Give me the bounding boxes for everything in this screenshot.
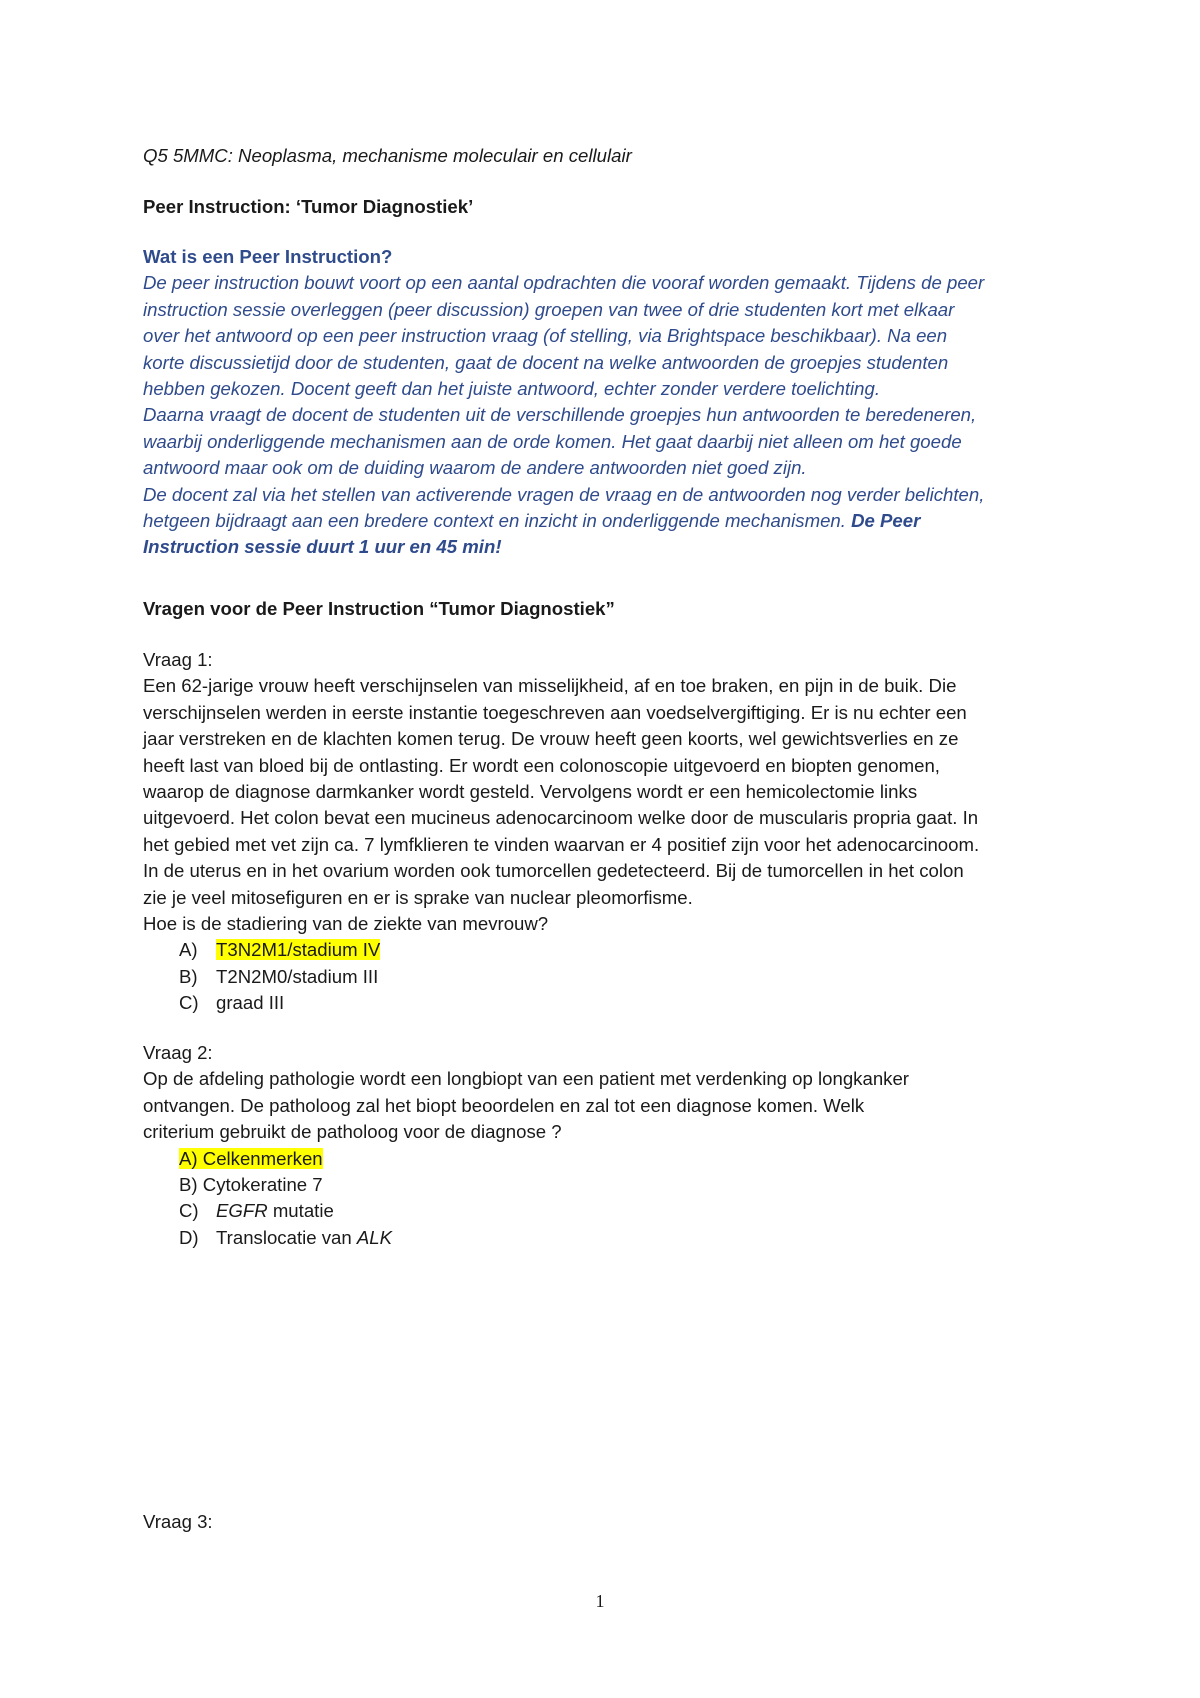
option-text-highlighted: T3N2M1/stadium IV [216, 939, 381, 961]
session-duration: Instruction sessie duurt 1 uur en 45 min! [143, 536, 502, 558]
option-text: Translocatie van [216, 1226, 357, 1248]
question-text-line: Op de afdeling pathologie wordt een longbiopt van een patient met verdenking op longkanker [143, 1068, 909, 1090]
gene-name: EGFR [216, 1200, 268, 1222]
intro-line: waarbij onderliggende mechanismen aan de orde komen. Het gaat daarbij niet alleen om het goede [143, 430, 962, 452]
questions-heading: Vragen voor de Peer Instruction “Tumor Diagnostiek” [143, 598, 615, 619]
intro-line: antwoord maar ook om de duiding waarom de andere antwoorden niet goed zijn. [143, 457, 807, 479]
option-label: A) [179, 939, 198, 961]
gene-name: ALK [356, 1226, 393, 1248]
question-text-line: uitgevoerd. Het colon bevat een mucineus adenocarcinoom welke door de muscularis propria gaat. In [143, 807, 979, 829]
option-text: T2N2M0/stadium III [216, 965, 379, 987]
question-text-line: zie je veel mitosefiguren en er is sprake van nuclear pleomorfisme. [143, 886, 693, 908]
answer-option-a [143, 937, 1083, 963]
course-header: Q5 5MMC: Neoplasma, mechanisme moleculair en cellulair [143, 145, 632, 166]
intro-line: De peer instruction bouwt voort op een aantal opdrachten die vooraf worden gemaakt. Tijdens de peer [143, 272, 985, 294]
question-text-line: Hoe is de stadiering van de ziekte van mevrouw? [143, 913, 549, 935]
option-text: mutatie [267, 1200, 334, 1222]
intro-emphasis: De Peer [851, 510, 921, 532]
question-label: Vraag 1: [143, 649, 213, 670]
option-label: B) [179, 965, 198, 987]
question-text-line: jaar verstreken en de klachten komen terug. De vrouw heeft geen koorts, wel gewichtsverlies en ze [143, 728, 959, 750]
question-1 [143, 647, 1083, 1017]
question-text-line: het gebied met vet zijn ca. 7 lymfklieren te vinden waarvan er 4 positief zijn voor het adenocarcinoom. [143, 833, 980, 855]
option-label: D) [179, 1226, 199, 1248]
page-number: 1 [595, 1591, 605, 1611]
answer-option-a [143, 1146, 1083, 1172]
answer-option-d [143, 1225, 1083, 1251]
question-text-line: heeft last van bloed bij de ontlasting. Er wordt een colonoscopie uitgevoerd en biopten genomen, [143, 754, 940, 776]
question-3-label: Vraag 3: [143, 1511, 213, 1532]
document-title: Peer Instruction: ‘Tumor Diagnostiek’ [143, 196, 474, 217]
intro-line: over het antwoord op een peer instruction vraag (of stelling, via Brightspace beschikbaar). Na een [143, 325, 948, 347]
option-label: C) [179, 992, 199, 1014]
answer-option-c [143, 990, 1083, 1016]
question-text-line: ontvangen. De patholoog zal het biopt beoordelen en zal tot een diagnose komen. Welk [143, 1094, 865, 1116]
option-text: graad III [216, 992, 285, 1014]
intro-line: De docent zal via het stellen van activerende vragen de vraag en de antwoorden nog verder belichten, [143, 483, 985, 505]
intro-line-text: hetgeen bijdraagt aan een bredere context en inzicht in onderliggende mechanismen. [143, 510, 852, 532]
question-text-line: Een 62-jarige vrouw heeft verschijnselen van misselijkheid, af en toe braken, en pijn in de buik. Die [143, 675, 957, 697]
option-label: C) [179, 1200, 199, 1222]
intro-line: hebben gekozen. Docent geeft dan het juiste antwoord, echter zonder verdere toelichting. [143, 378, 881, 400]
question-text-line: waarop de diagnose darmkanker wordt gesteld. Vervolgens wordt er een hemicolectomie links [143, 781, 918, 803]
question-text-line: In de uterus en in het ovarium worden ook tumorcellen gedetecteerd. Bij de tumorcellen in het colon [143, 860, 964, 882]
intro-line: instruction sessie overleggen (peer discussion) groepen van twee of drie studenten kort met elkaar [143, 298, 955, 320]
intro-section [143, 244, 1083, 561]
option-text-highlighted: A) Celkenmerken [179, 1147, 323, 1169]
question-2 [143, 1040, 1083, 1251]
question-text-line: verschijnselen werden in eerste instantie toegeschreven aan voedselvergiftiging. Er is nu echter een [143, 701, 967, 723]
question-label: Vraag 2: [143, 1042, 213, 1063]
answer-option-c [143, 1198, 1083, 1224]
answer-option-b: B) Cytokeratine 7 [179, 1174, 323, 1196]
intro-heading: Wat is een Peer Instruction? [143, 246, 393, 267]
intro-line: Daarna vraagt de docent de studenten uit de verschillende groepjes hun antwoorden te beredeneren, [143, 404, 977, 426]
intro-line [143, 508, 1083, 534]
intro-line: korte discussietijd door de studenten, gaat de docent na welke antwoorden de groepjes studenten [143, 351, 949, 373]
answer-option-b [143, 964, 1083, 990]
question-text-line: criterium gebruikt de patholoog voor de diagnose ? [143, 1121, 562, 1143]
